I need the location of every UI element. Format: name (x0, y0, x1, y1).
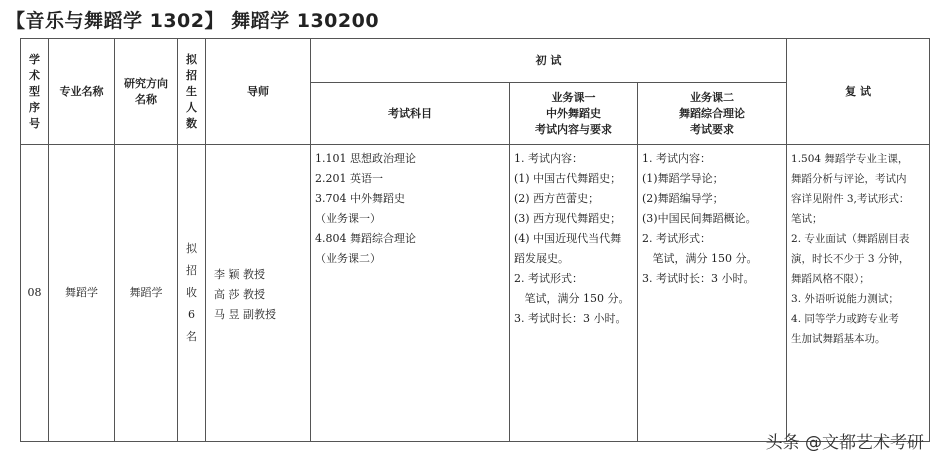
subject-item: （业务课一） (315, 212, 381, 225)
retest-line: 4. 同等学力或跨专业考 (791, 313, 899, 325)
header-retest: 复 试 (787, 39, 930, 145)
course1-line: (3) 西方现代舞蹈史； (514, 212, 622, 225)
page-title: 【音乐与舞蹈学 1302】 舞蹈学 130200 (6, 10, 380, 32)
course1-line: (4) 中国近现代当代舞 (514, 232, 622, 245)
cell-course2 (638, 145, 787, 442)
header-direction: 研究方向 名称 (115, 39, 178, 145)
subject-item: 1.101 思想政治理论 (315, 152, 416, 165)
course1-line: (1) 中国古代舞蹈史； (514, 172, 622, 185)
header-major: 专业名称 (49, 39, 115, 145)
table-row (21, 145, 930, 442)
tutor-item: 高 莎 教授 (214, 288, 265, 301)
retest-line: 生加试舞蹈基本功。 (791, 333, 886, 345)
retest-line: 舞蹈风格不限）； (791, 273, 870, 285)
header-quota: 拟 招 生 人 数 (178, 39, 206, 145)
subject-item: （业务课二） (315, 252, 381, 265)
watermark: 头条 @文都艺术考研 (765, 433, 924, 453)
course1-line: 1. 考试内容： (514, 152, 583, 165)
header-subjects: 考试科目 (311, 83, 510, 145)
course2-line: 笔试，满分 150 分。 (642, 252, 758, 265)
header-tutor: 导师 (206, 39, 311, 145)
course1-line: 蹈发展史。 (514, 252, 569, 265)
retest-line: 容详见附件 3,考试形式： (791, 193, 910, 205)
course1-line: (2) 西方芭蕾史； (514, 192, 600, 205)
cell-course1 (510, 145, 638, 442)
retest-line: 舞蹈分析与评论，考试内 (791, 173, 907, 185)
cell-tutors (206, 145, 311, 442)
cell-major: 舞蹈学 (49, 145, 115, 442)
subject-item: 2.201 英语一 (315, 172, 383, 185)
course1-line: 2. 考试形式： (514, 272, 583, 285)
header-course2: 业务课二 舞蹈综合理论 考试要求 (638, 83, 787, 145)
course2-line: (2)舞蹈编导学； (642, 192, 724, 205)
retest-line: 演，时长不少于 3 分钟， (791, 253, 910, 265)
cell-direction: 舞蹈学 (115, 145, 178, 442)
course2-line: (1)舞蹈学导论； (642, 172, 724, 185)
retest-line: 笔试； (791, 213, 823, 225)
course1-line: 3. 考试时长：3 小时。 (514, 312, 627, 325)
course2-line: (3)中国民间舞蹈概论。 (642, 212, 757, 225)
tutor-item: 李 颖 教授 (214, 268, 265, 281)
tutor-item: 马 昱 副教授 (214, 308, 276, 321)
cell-seq: 08 (21, 145, 49, 442)
course2-line: 3. 考试时长：3 小时。 (642, 272, 755, 285)
course2-line: 2. 考试形式： (642, 232, 711, 245)
subject-item: 4.804 舞蹈综合理论 (315, 232, 416, 245)
retest-line: 2. 专业面试（舞蹈剧目表 (791, 233, 910, 245)
course1-line: 笔试，满分 150 分。 (514, 292, 630, 305)
header-course1: 业务课一 中外舞蹈史 考试内容与要求 (510, 83, 638, 145)
header-initial: 初 试 (311, 39, 787, 83)
course2-line: 1. 考试内容： (642, 152, 711, 165)
retest-line: 3. 外语听说能力测试； (791, 293, 899, 305)
header-seq: 学 术 型 序 号 (21, 39, 49, 145)
subject-item: 3.704 中外舞蹈史 (315, 192, 405, 205)
retest-line: 1.504 舞蹈学专业主课， (791, 153, 909, 165)
cell-retest (787, 145, 930, 442)
cell-quota: 拟 招 收 6 名 (178, 145, 206, 442)
cell-subjects (311, 145, 510, 442)
admission-table (20, 38, 930, 442)
